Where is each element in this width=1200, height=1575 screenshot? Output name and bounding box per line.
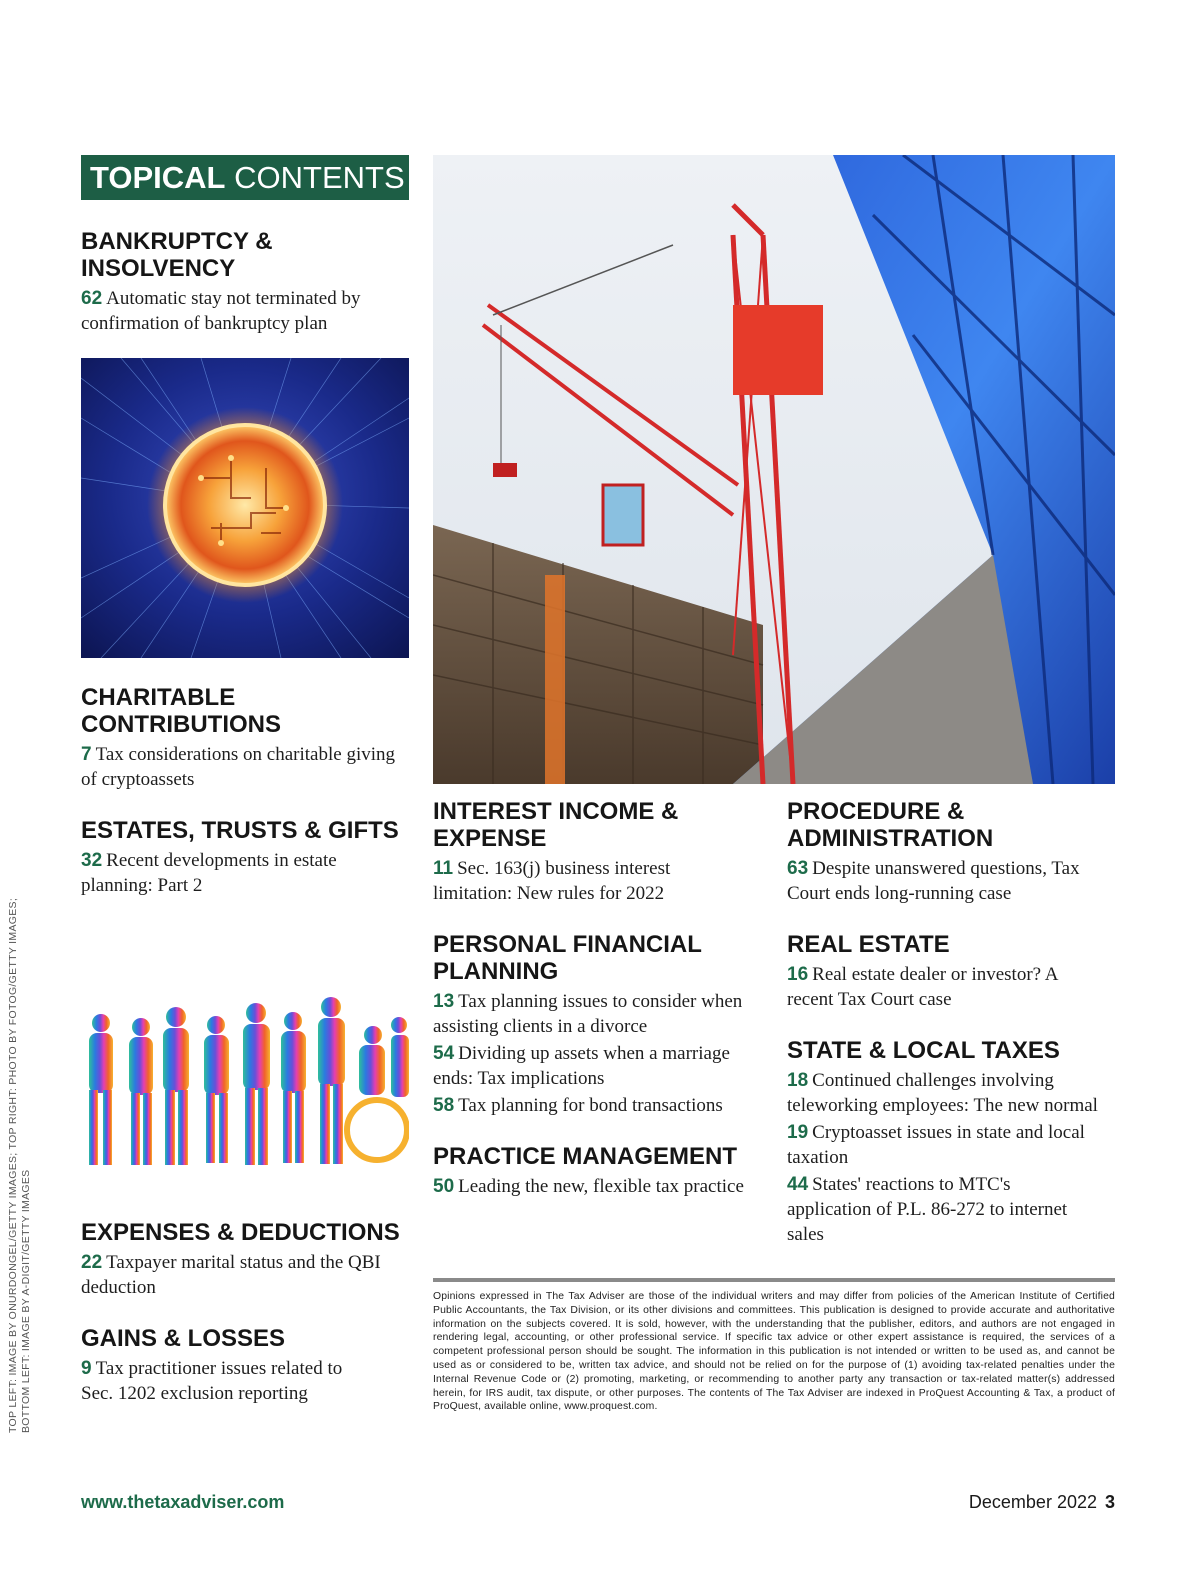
section-heading: INTEREST INCOME & EXPENSE — [433, 798, 679, 852]
entry-title: Sec. 163(j) business interest limitation: New rules for 2022 — [433, 858, 671, 904]
entry-title: Tax planning issues to consider when assisting clients in a divorce — [433, 991, 743, 1037]
section-heading: BANKRUPTCY & INSOLVENCY — [81, 228, 273, 282]
section-bankruptcy — [81, 228, 401, 336]
section-heading: STATE & LOCAL TAXES — [787, 1037, 1060, 1064]
credits-line-2: BOTTOM LEFT: IMAGE BY A-DIGIT/GETTY IMAGES — [20, 1169, 32, 1433]
entry-title: Tax planning for bond transactions — [458, 1095, 723, 1116]
people-silhouettes-image — [81, 995, 409, 1170]
section-heading: ESTATES, TRUSTS & GIFTS — [81, 817, 399, 844]
page-number: 7 — [81, 744, 92, 765]
toc-entry[interactable] — [81, 286, 401, 336]
page-number: 13 — [433, 991, 455, 1012]
page-number: 58 — [433, 1095, 455, 1116]
toc-entry[interactable] — [787, 1068, 1117, 1118]
toc-entry[interactable] — [433, 1093, 768, 1118]
cryptocurrency-coin-image — [81, 358, 409, 658]
entry-title: Real estate dealer or investor? A recent Tax Court case — [787, 964, 1058, 1010]
topical-contents-header — [81, 155, 409, 200]
entry-title: Despite unanswered questions, Tax Court ends long-running case — [787, 858, 1080, 904]
section-gains — [81, 1325, 401, 1406]
header-bold: TOPICAL — [90, 160, 226, 195]
toc-entry[interactable] — [787, 856, 1112, 906]
entry-title: States' reactions to MTC's application of P.L. 86-272 to internet sales — [787, 1174, 1068, 1245]
toc-entry[interactable] — [433, 856, 733, 906]
page-number: 19 — [787, 1122, 809, 1143]
section-heading: CHARITABLE CONTRIBUTIONS — [81, 684, 281, 738]
section-procedure — [787, 798, 1117, 906]
toc-entry[interactable] — [787, 1120, 1107, 1170]
section-interest — [433, 798, 773, 906]
section-estates — [81, 817, 411, 898]
toc-entry[interactable] — [81, 848, 371, 898]
entry-title: Dividing up assets when a marriage ends: Tax implications — [433, 1043, 730, 1089]
page-number: 50 — [433, 1176, 455, 1197]
toc-entry[interactable] — [433, 1041, 768, 1091]
entry-title: Automatic stay not terminated by confirmation of bankruptcy plan — [81, 288, 361, 334]
footer-date-page — [969, 1492, 1115, 1513]
toc-entry[interactable] — [81, 1250, 406, 1300]
page-number: 11 — [433, 858, 454, 879]
section-practice-management — [433, 1143, 778, 1199]
entry-title: Continued challenges involving teleworking employees: The new normal — [787, 1070, 1098, 1116]
entry-title: Tax practitioner issues related to Sec. 1202 exclusion reporting — [81, 1358, 343, 1404]
toc-entry[interactable] — [433, 1174, 778, 1199]
entry-title: Cryptoasset issues in state and local taxation — [787, 1122, 1085, 1168]
section-expenses — [81, 1219, 411, 1300]
section-heading: REAL ESTATE — [787, 931, 950, 958]
page-number: 54 — [433, 1043, 455, 1064]
entry-title: Tax considerations on charitable giving of cryptoassets — [81, 744, 395, 790]
image-credits — [7, 873, 33, 1433]
page-number: 18 — [787, 1070, 809, 1091]
toc-entry[interactable] — [787, 1172, 1097, 1247]
page-number: 9 — [81, 1358, 92, 1379]
page-number: 44 — [787, 1174, 809, 1195]
page-number: 63 — [787, 858, 809, 879]
section-heading: PRACTICE MANAGEMENT — [433, 1143, 737, 1170]
credits-line-1: TOP LEFT: IMAGE BY ONURDONGEL/GETTY IMAGES; TOP RIGHT: PHOTO BY FOTOG/GETTY IMAGES; — [7, 897, 19, 1433]
entry-title: Taxpayer marital status and the QBI deduction — [81, 1252, 381, 1298]
toc-entry[interactable] — [433, 989, 768, 1039]
toc-entry[interactable] — [787, 962, 1087, 1012]
toc-entry[interactable] — [81, 1356, 371, 1406]
page-number: 22 — [81, 1252, 103, 1273]
page-number: 62 — [81, 288, 103, 309]
page-number: 16 — [787, 964, 809, 985]
construction-crane-photo — [433, 155, 1115, 784]
section-personal-financial — [433, 931, 768, 1118]
section-heading: EXPENSES & DEDUCTIONS — [81, 1219, 400, 1246]
page-number: 32 — [81, 850, 103, 871]
website-link[interactable]: www.thetaxadviser.com — [81, 1492, 285, 1512]
section-heading: PROCEDURE & ADMINISTRATION — [787, 798, 994, 852]
section-heading: GAINS & LOSSES — [81, 1325, 286, 1352]
header-light: CONTENTS — [234, 160, 405, 195]
page-number-footer: 3 — [1104, 1492, 1115, 1512]
entry-title: Recent developments in estate planning: Part 2 — [81, 850, 337, 896]
section-heading: PERSONAL FINANCIAL PLANNING — [433, 931, 702, 985]
toc-entry[interactable] — [81, 742, 401, 792]
section-state-local — [787, 1037, 1117, 1247]
section-real-estate — [787, 931, 1117, 1012]
section-charitable — [81, 684, 401, 792]
disclaimer-text: Opinions expressed in The Tax Adviser are those of the individual writers and may differ from policies of the American Institute of Certified Public Accountants, the Tax Division, or its other divisions and committees. This publication is designed to provide accurate and authoritative information on the subjects covered. It is sold, however, with the understanding that the publisher, editors, and authors are not engaged in rendering legal, accounting, or other professional service. If specific tax advice or other expert assistance is required, the services of a competent professional person should be sought. The information in this publication is not intended or written to be used as, and cannot be used as or considered to be, written tax advice, and should not be relied on for the purpose of (1) avoiding tax-related penalties under the Internal Revenue Code or (2) promoting, marketing, or recommending to another party any transaction or tax-related matter(s) addressed herein, for IRS audit, tax dispute, or other purposes. The contents of The Tax Adviser are indexed in ProQuest Accounting & Tax, a product of ProQuest, available online, www.proquest.com. — [433, 1278, 1115, 1414]
issue-date: December 2022 — [968, 1492, 1097, 1512]
entry-title: Leading the new, flexible tax practice — [458, 1176, 744, 1197]
